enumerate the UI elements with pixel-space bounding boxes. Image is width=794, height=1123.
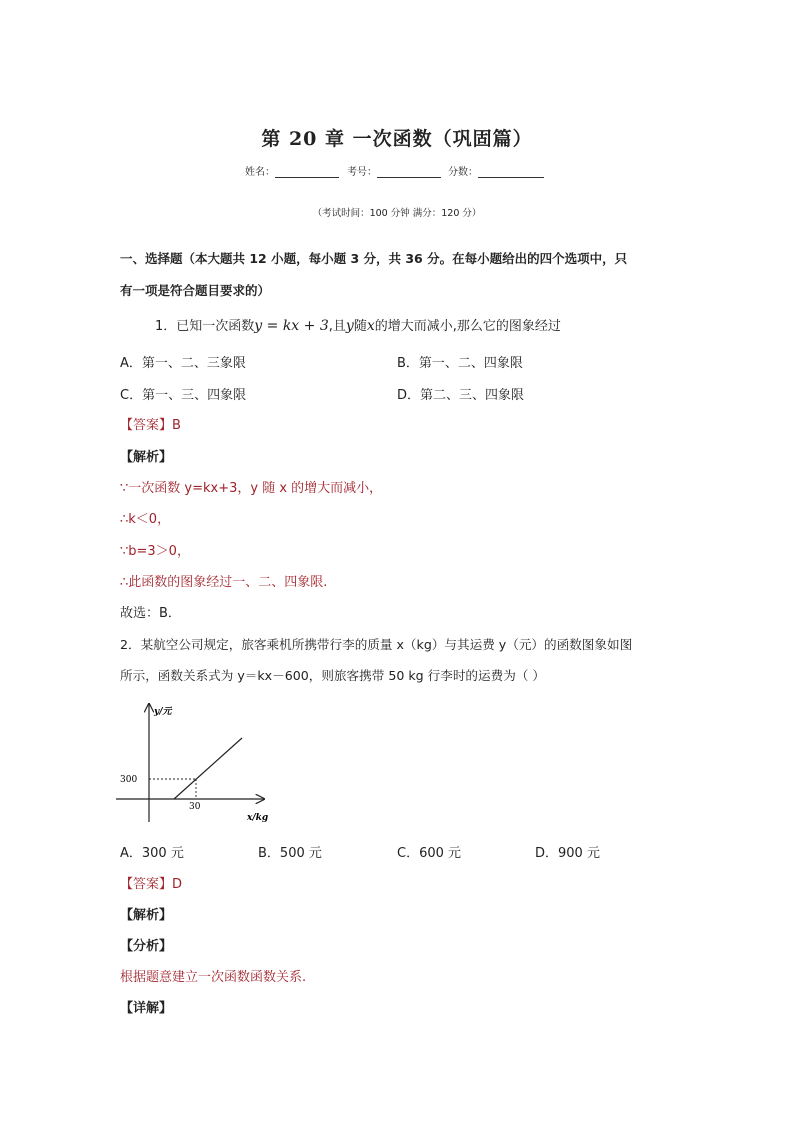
section-heading-line1: 一、选择题（本大题共 12 小题，每小题 3 分，共 36 分。在每小题给出的四个选项中，只 [120, 251, 628, 266]
q2-line-1: 2．某航空公司规定，旅客乘机所携带行李的质量 x（kg）与其运费 y（元）的函数图象如图 [120, 637, 633, 652]
q2-answer: 【答案】D [120, 877, 183, 892]
q1-analysis-line-2: ∴k＜0， [120, 512, 171, 527]
q1-analysis-line-1: ∵一次函数 y=kx+3，y 随 x 的增大而减小， [120, 481, 383, 496]
q2-line-2: 所示，函数关系式为 y＝kx－600，则旅客携带 50 kg 行李时的运费为（ ） [120, 668, 546, 683]
q2-detail-label: 【详解】 [120, 1001, 173, 1016]
q1-var-x: x [366, 318, 375, 334]
q1-conclusion: 故选：B． [120, 606, 181, 621]
score-field [448, 163, 544, 178]
q1-mid: ,且 [328, 319, 346, 334]
score-blank[interactable] [478, 166, 544, 178]
q1-prefix: 1．已知一次函数 [155, 319, 255, 334]
q1-mid2: 随 [353, 319, 367, 334]
q2-option-a[interactable]: A．300 元 [120, 846, 184, 861]
q2-fenxi-label: 【分析】 [120, 939, 173, 954]
q1-analysis-label: 【解析】 [120, 450, 173, 465]
q2-option-d[interactable]: D．900 元 [535, 846, 600, 861]
q1-option-d[interactable]: D．第二、三、四象限 [397, 388, 525, 403]
q1-option-b[interactable]: B．第一、二、四象限 [397, 356, 523, 371]
exam-no-field [347, 163, 441, 178]
q1-var-y: y [345, 318, 354, 334]
q2-function-graph [112, 698, 282, 828]
q1-formula: y = kx + 3 [254, 318, 329, 334]
q1-option-a[interactable]: A．第一、二、三象限 [120, 356, 246, 371]
name-label: 姓名： [245, 167, 275, 178]
q2-option-c[interactable]: C．600 元 [397, 846, 462, 861]
name-field [245, 163, 339, 178]
y-tick-label: 300 [120, 775, 138, 785]
q1-analysis-line-4: ∴此函数的图象经过一、二、四象限. [120, 575, 328, 590]
q1-answer: 【答案】B [120, 418, 181, 433]
exam-info: （考试时间：100 分钟 满分：120 分） [312, 208, 482, 219]
q1-analysis-line-3: ∵b=3＞0， [120, 544, 190, 559]
exam-no-label: 考号： [347, 167, 377, 178]
q1-suffix: 的增大而减小,那么它的图象经过 [374, 319, 561, 334]
section-heading-line2: 有一项是符合题目要求的） [120, 283, 271, 298]
q1-option-c[interactable]: C．第一、三、四象限 [120, 388, 247, 403]
page-title: 第 20 章 一次函数（巩固篇） [261, 128, 533, 150]
function-line [174, 738, 242, 799]
x-axis-label: x/kg [247, 813, 269, 823]
q2-fenxi-text: 根据题意建立一次函数函数关系. [120, 970, 307, 985]
q2-analysis-label: 【解析】 [120, 908, 173, 923]
question-1 [155, 315, 561, 334]
score-label: 分数： [448, 167, 478, 178]
name-blank[interactable] [275, 166, 339, 178]
q2-option-b[interactable]: B．500 元 [258, 846, 322, 861]
y-axis-label: y/元 [154, 707, 172, 717]
x-tick-label: 30 [189, 802, 201, 812]
exam-no-blank[interactable] [377, 166, 441, 178]
